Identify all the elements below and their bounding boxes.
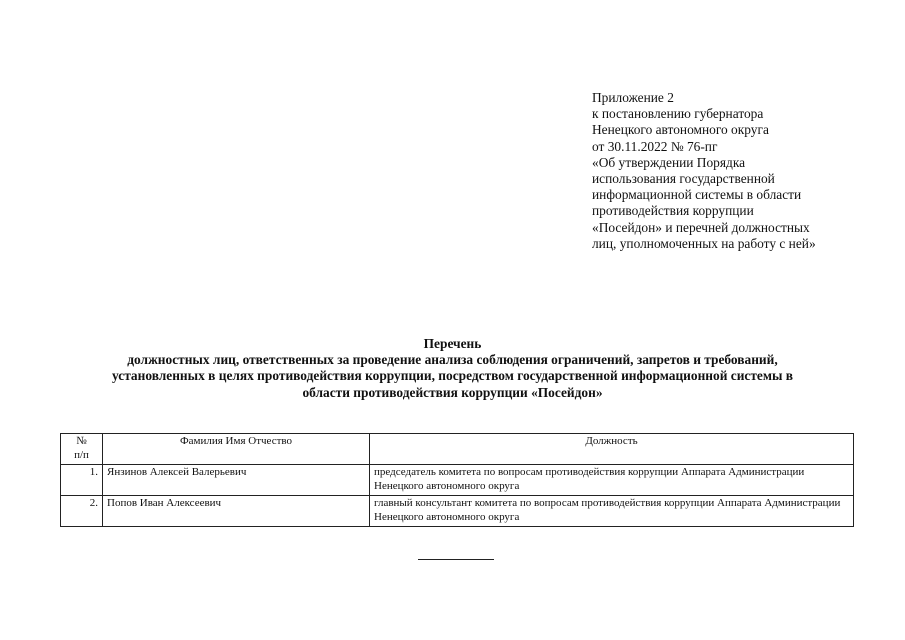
header-position: Должность <box>370 434 854 465</box>
title-heading: Перечень <box>423 336 482 351</box>
annex-header <box>592 90 892 252</box>
header-num-line1: № <box>76 435 87 447</box>
annex-line: «Посейдон» и перечней должностных <box>592 219 810 235</box>
title-line: установленных в целях противодействия коррупции, посредством государственной информационной системы в <box>111 368 794 384</box>
annex-line: от 30.11.2022 № 76-пг <box>592 138 718 154</box>
row-num: 2. <box>61 496 103 527</box>
table-row <box>61 465 854 496</box>
row-num: 1. <box>61 465 103 496</box>
title-line: должностных лиц, ответственных за проведение анализа соблюдения ограничений, запретов и требований, <box>127 352 778 368</box>
annex-line: Ненецкого автономного округа <box>592 122 769 138</box>
header-name: Фамилия Имя Отчество <box>103 434 370 465</box>
annex-line: противодействия коррупции <box>592 203 754 219</box>
annex-line: Приложение 2 <box>592 90 674 105</box>
officials-table <box>60 433 854 527</box>
header-num-line2: п/п <box>74 448 89 461</box>
annex-line: лиц, уполномоченных на работу с ней» <box>592 235 816 251</box>
row-name: Попов Иван Алексеевич <box>103 496 370 527</box>
row-name: Янзинов Алексей Валерьевич <box>103 465 370 496</box>
title-line: области противодействия коррупции «Посейдон» <box>302 384 603 400</box>
annex-line: к постановлению губернатора <box>592 106 764 122</box>
end-divider <box>418 559 494 560</box>
document-title <box>60 336 845 401</box>
annex-line: информационной системы в области <box>592 187 802 203</box>
table-header-row <box>61 434 854 465</box>
header-num <box>61 434 103 465</box>
table-row <box>61 496 854 527</box>
annex-line: использования государственной <box>592 171 775 187</box>
row-position: председатель комитета по вопросам противодействия коррупции Аппарата Администрации Ненецкого автономного округа <box>370 465 854 496</box>
row-position: главный консультант комитета по вопросам противодействия коррупции Аппарата Администрации Ненецкого автономного округа <box>370 496 854 527</box>
annex-line: «Об утверждении Порядка <box>592 154 746 170</box>
